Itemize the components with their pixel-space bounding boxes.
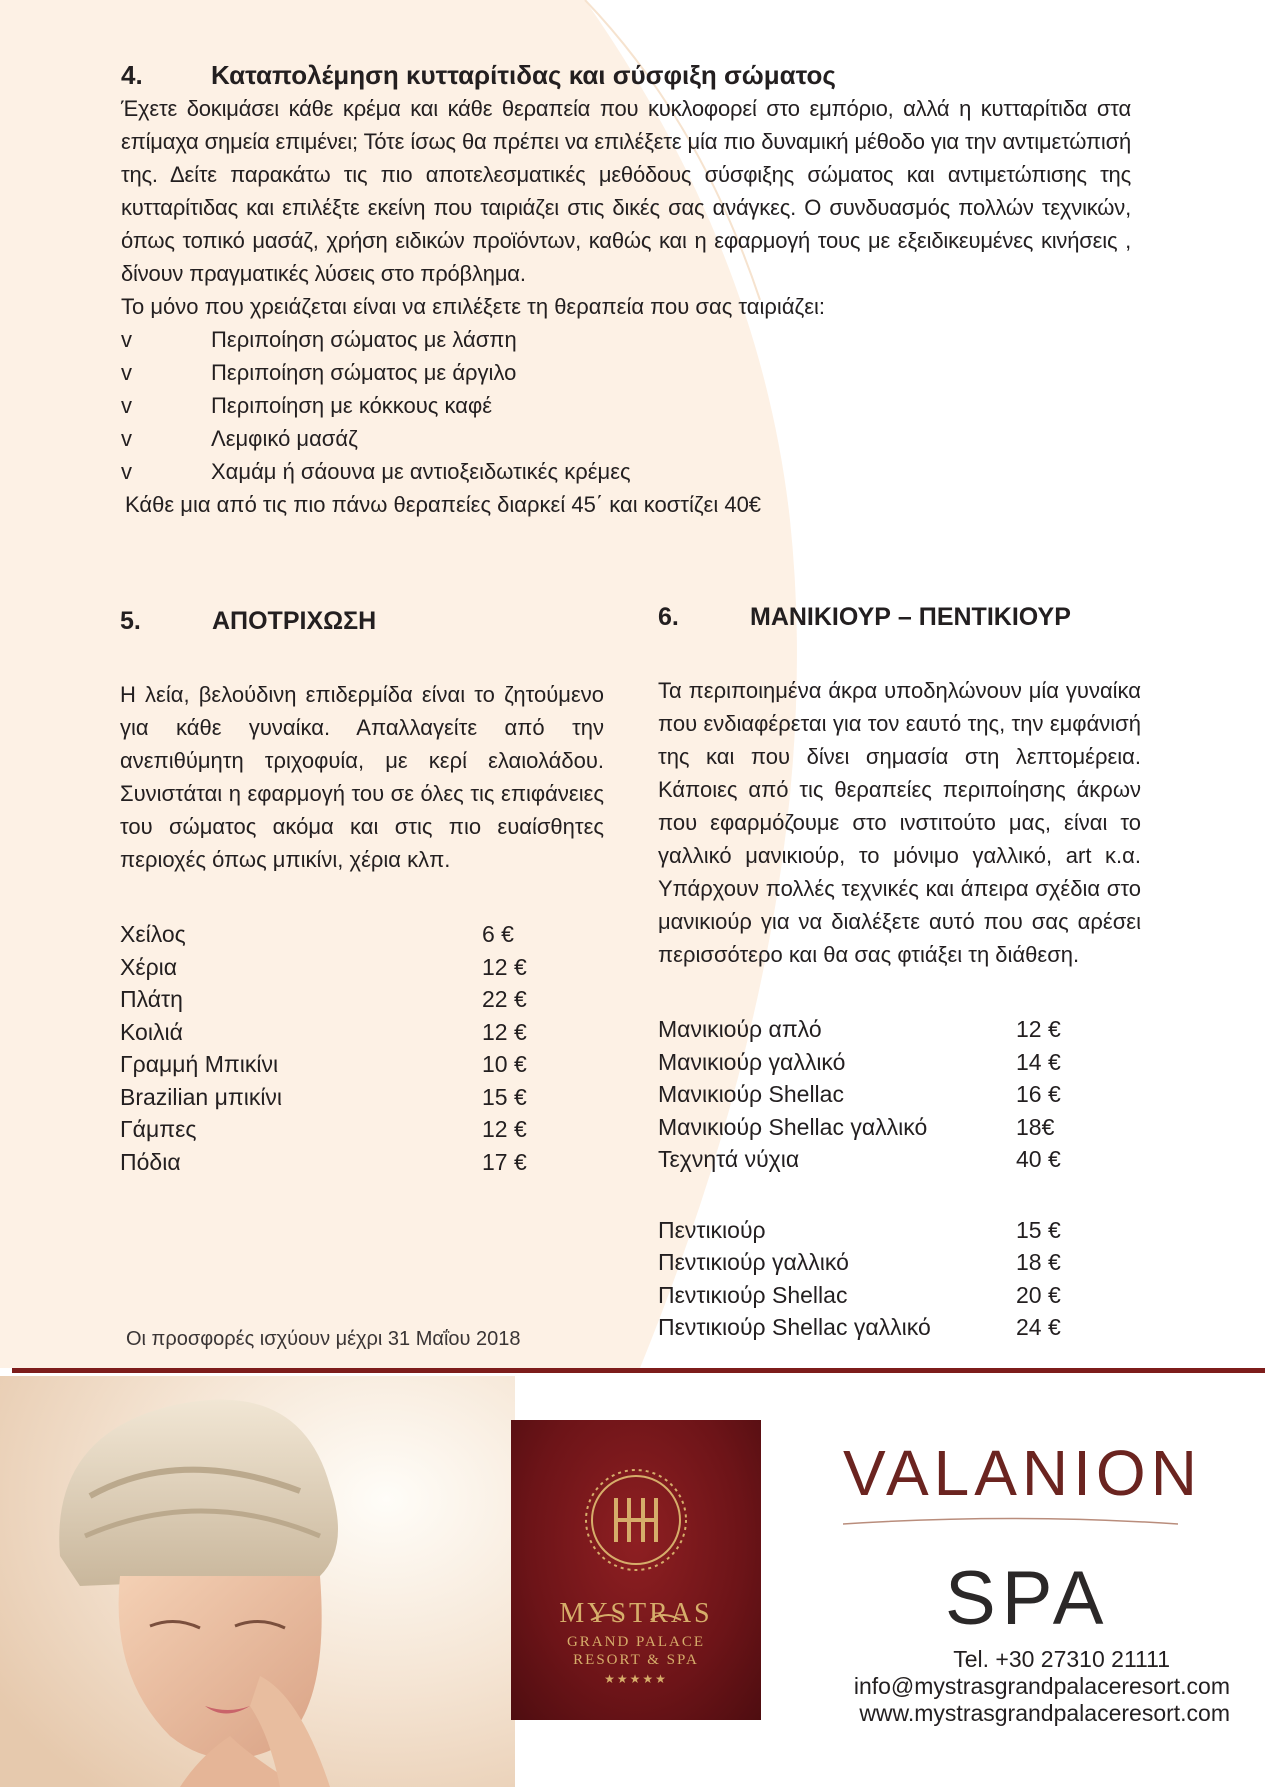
price-row: [120, 983, 604, 1016]
service-price: 18€: [1016, 1113, 1055, 1140]
logo-name: MYSTRAS: [559, 1598, 713, 1629]
service-price: 17 €: [482, 1148, 527, 1175]
service-name: Χέρια: [120, 953, 178, 980]
price-row: [658, 1279, 1141, 1312]
section-hair-removal: [120, 604, 604, 1178]
price-row: [120, 1016, 604, 1049]
service-price: 40 €: [1016, 1146, 1061, 1172]
mystras-logo: [511, 1420, 761, 1720]
service-name: Πόδια: [120, 1148, 181, 1175]
service-price: 12 €: [482, 953, 527, 980]
section-paragraph: Η λεία, βελούδινη επιδερμίδα είναι το ζητούμενο για κάθε γυναίκα. Απαλλαγείτε από την ανεπιθύμητη τριχοφυία, με κερί ελαιολάδου. Συνιστάται η εφαρμογή του σε όλες τις επιφάνειες του σώματος ακόμα και στις πιο ευαίσθητες περιοχές όπως μπικίνι, χέρια κλπ.: [120, 682, 604, 872]
service-price: 24 €: [1016, 1314, 1061, 1340]
service-price: 22 €: [482, 986, 527, 1012]
list-item-label: Περιποίηση σώματος με λάσπη: [211, 327, 517, 352]
service-price: 15 €: [482, 1083, 527, 1110]
price-row: [658, 1013, 1141, 1046]
star-rating: ★★★★★: [604, 1672, 668, 1686]
price-row: [120, 1113, 604, 1146]
price-row: [120, 1048, 604, 1081]
service-name: Πλάτη: [120, 986, 183, 1012]
service-price: 10 €: [482, 1051, 527, 1077]
service-price: 20 €: [1016, 1281, 1061, 1308]
service-name: Τεχνητά νύχια: [658, 1146, 800, 1172]
section-number: 4.: [121, 60, 143, 90]
list-item-label: Λεμφικό μασάζ: [211, 426, 358, 451]
service-price: 6 €: [482, 921, 514, 947]
bullet-marker: v: [121, 393, 132, 418]
service-price: 15 €: [1016, 1216, 1061, 1243]
intro-text: Το μόνο που χρειάζεται είναι να επιλέξετε τη θεραπεία που σας ταιριάζει:: [121, 294, 826, 319]
offer-validity-note: Οι προσφορές ισχύουν μέχρι 31 Μαΐου 2018: [126, 1328, 521, 1350]
spa-label: SPA: [945, 1556, 1110, 1641]
service-name: Κοιλιά: [120, 1018, 183, 1045]
service-name: Μανικιούρ Shellac γαλλικό: [658, 1113, 928, 1140]
manicure-price-list: [658, 1013, 1141, 1176]
section-manicure-pedicure: [658, 600, 1141, 1344]
service-name: Πεντικιούρ: [658, 1216, 766, 1243]
price-list: [120, 918, 604, 1178]
spa-woman-photo: [0, 1376, 515, 1787]
service-name: Brazilian μπικίνι: [120, 1083, 283, 1110]
list-item: [121, 422, 1131, 455]
service-name: Γάμπες: [120, 1116, 197, 1142]
section-paragraph: Έχετε δοκιμάσει κάθε κρέμα και κάθε θεραπεία που κυκλοφορεί στο εμπόριο, αλλά η κυτταρίτιδα στα επίμαχα σημεία επιμένει; Τότε ίσως θα πρέπει να επιλέξετε μία πιο δυναμική μέθοδο για την αντιμετώπισή της. Δείτε παρακάτω τις πιο αποτελεσματικές μεθόδους σύσφιξης σώματος και αντιμετώπισης της κυτταρίτιδας και επιλέξτε εκείνη που ταιριάζει στις δικές σας ανάγκες. Ο συνδυασμός πολλών τεχνικών, όπως τοπικό μασάζ, χρήση ειδικών προϊόντων, καθώς και η εφαρμογή τους με εξειδικευμένες κινήσεις , δίνουν πραγματικές λύσεις στο πρόβλημα.: [121, 96, 1131, 286]
price-row: [658, 1046, 1141, 1079]
service-price: 18 €: [1016, 1249, 1061, 1275]
pedicure-price-list: [658, 1214, 1141, 1344]
section-title: ΑΠΟΤΡΙΧΩΣΗ: [212, 607, 377, 635]
contact-info: [800, 1646, 1230, 1727]
service-name: Μανικιούρ γαλλικό: [658, 1048, 846, 1075]
list-item-label: Περιποίηση σώματος με άργιλο: [211, 360, 517, 385]
logo-line2: RESORT & SPA: [573, 1652, 699, 1668]
service-price: 12 €: [482, 1018, 527, 1045]
bullet-marker: v: [121, 327, 132, 352]
section-number: 6.: [658, 603, 679, 631]
logo-line1: GRAND PALACE: [566, 1634, 706, 1650]
service-name: Πεντικιούρ Shellac γαλλικό: [658, 1314, 931, 1340]
service-price: 12 €: [482, 1116, 527, 1142]
service-price: 14 €: [1016, 1048, 1061, 1075]
duration-price-note: Κάθε μια από τις πιο πάνω θεραπείες διαρκεί 45΄ και κοστίζει 40€: [125, 492, 762, 517]
section-paragraph: Τα περιποιημένα άκρα υποδηλώνουν μία γυναίκα που ενδιαφέρεται για τον εαυτό της, την εμφάνισή της και που δίνει σημασία στη λεπτομέρεια. Κάποιες από τις θεραπείες περιποίησης άκρων που εφαρμόζουμε στο ινστιτούτο μας, είναι το γαλλικό μανικιούρ, το μόνιμο γαλλικό, art κ.α. Υπάρχουν πολλές τεχνικές και άπειρα σχέδια στο μανικιούρ για να διαλέξετε αυτό που σας αρέσει περισσότερο και θα σας φτιάξει τη διάθεση.: [658, 678, 1141, 967]
phone: Tel. +30 27310 21111: [953, 1646, 1170, 1672]
footer-divider: [12, 1368, 1265, 1373]
list-item-label: Περιποίηση με κόκκους καφέ: [211, 393, 493, 418]
price-row: [120, 1146, 604, 1179]
service-name: Γραμμή Μπικίνι: [120, 1051, 279, 1077]
list-item: [121, 389, 1131, 422]
service-name: Πεντικιούρ γαλλικό: [658, 1249, 849, 1275]
website[interactable]: www.mystrasgrandpalaceresort.com: [859, 1700, 1230, 1726]
service-name: Μανικιούρ Shellac: [658, 1081, 844, 1107]
section-number: 5.: [120, 607, 141, 635]
price-row: [658, 1246, 1141, 1279]
service-name: Χείλος: [120, 921, 186, 947]
service-name: Μανικιούρ απλό: [658, 1016, 822, 1042]
price-row: [658, 1214, 1141, 1247]
email[interactable]: info@mystrasgrandpalaceresort.com: [853, 1673, 1230, 1699]
list-item: [121, 323, 1131, 356]
section-cellulite: [121, 58, 1131, 521]
price-row: [658, 1311, 1141, 1344]
section-title: Καταπολέμηση κυτταρίτιδας και σύσφιξη σώματος: [211, 60, 836, 90]
service-price: 16 €: [1016, 1081, 1061, 1107]
price-row: [120, 951, 604, 984]
price-row: [658, 1143, 1141, 1176]
treatment-list: [121, 323, 1131, 488]
list-item: [121, 356, 1131, 389]
section-title: ΜΑΝΙΚΙΟΥΡ – ΠΕΝΤΙΚΙΟΥΡ: [750, 603, 1071, 631]
service-name: Πεντικιούρ Shellac: [658, 1281, 848, 1308]
brand-name: VALANION: [843, 1437, 1202, 1509]
price-row: [658, 1078, 1141, 1111]
price-row: [658, 1111, 1141, 1144]
bullet-marker: v: [121, 459, 132, 484]
section-heading: [121, 58, 1131, 92]
brand-underline-ornament: [843, 1517, 1178, 1531]
bullet-marker: v: [121, 360, 132, 385]
price-row: [120, 918, 604, 951]
list-item-label: Χαμάμ ή σάουνα με αντιοξειδωτικές κρέμες: [211, 459, 631, 484]
section-heading: [120, 604, 604, 638]
list-item: [121, 455, 1131, 488]
service-price: 12 €: [1016, 1016, 1061, 1042]
price-row: [120, 1081, 604, 1114]
section-heading: [658, 600, 1141, 634]
bullet-marker: v: [121, 426, 132, 451]
